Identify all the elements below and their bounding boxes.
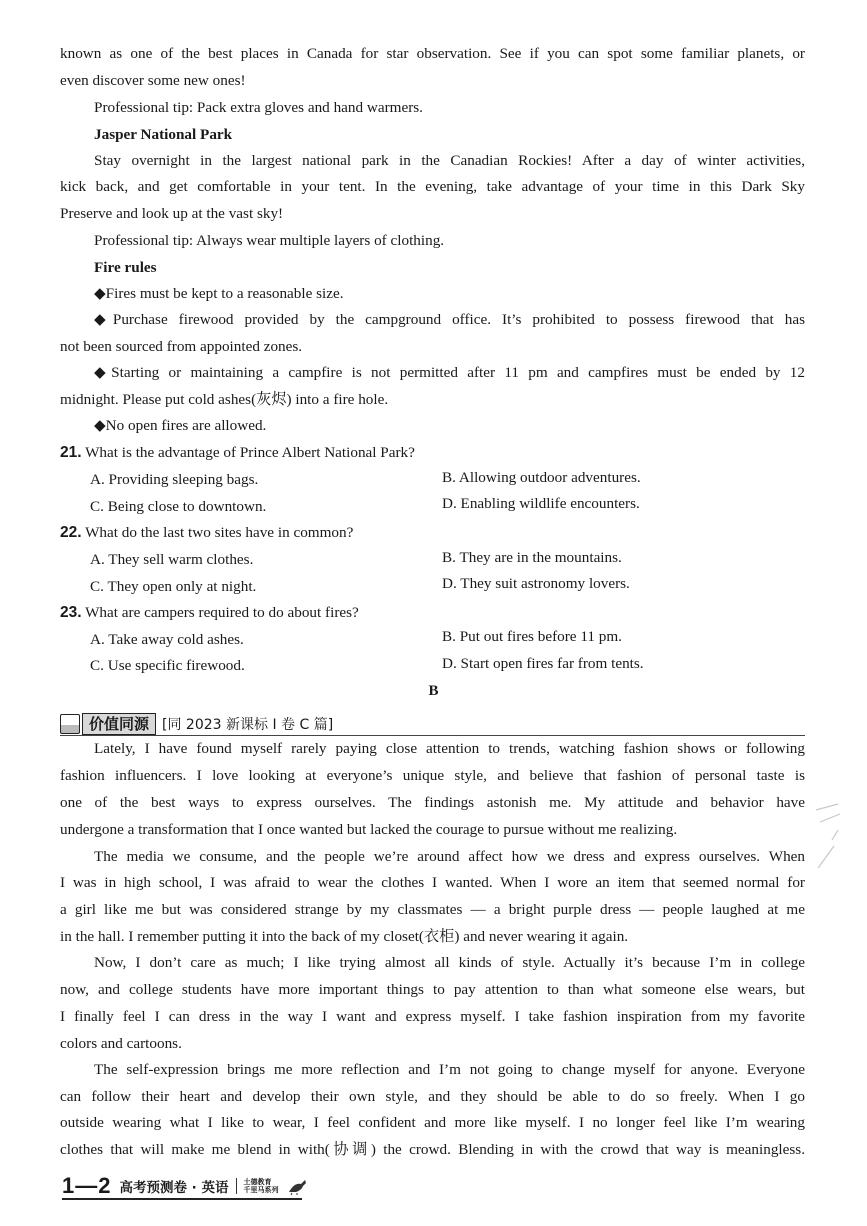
fire-rule-continued: midnight. Please put cold ashes(灰烬) into a fire hole.: [60, 391, 389, 408]
passage-b-line: colors and cartoons.: [60, 1035, 182, 1052]
answer-option[interactable]: B. Allowing outdoor adventures.: [442, 469, 641, 486]
footer-divider: [236, 1178, 237, 1194]
book-title: 高考预测卷 · 英语: [119, 1180, 229, 1196]
passage-a-line: even discover some new ones!: [60, 72, 246, 89]
answer-option[interactable]: A. They sell warm clothes.: [90, 551, 254, 568]
passage-b-line: in the hall. I remember putting it into the back of my closet(衣柜) and never wearing it again.: [60, 928, 629, 945]
publisher-logo: [244, 1178, 279, 1194]
professional-tip: Professional tip: Pack extra gloves and hand warmers.: [94, 99, 423, 116]
publisher-line: 千里马系列: [243, 1186, 279, 1194]
answer-option[interactable]: D. Start open fires far from tents.: [442, 655, 644, 672]
question-number: 23.: [60, 604, 82, 621]
answer-option[interactable]: A. Providing sleeping bags.: [90, 471, 259, 488]
passage-b-line: now, and college students have more important things to pay attention to than what someone else wears, but: [60, 981, 805, 998]
passage-a-line: known as one of the best places in Canada for star observation. See if you can spot some familiar planets, or: [60, 45, 805, 62]
passage-a-line: Stay overnight in the largest national park in the Canadian Rockies! After a day of winter activities,: [94, 152, 805, 169]
section-heading-fire-rules: Fire rules: [94, 259, 157, 276]
answer-option[interactable]: B. They are in the mountains.: [442, 549, 622, 566]
passage-b-line: I finally feel I can dress in the way I want and express myself. I take fashion inspiration from my favorite: [60, 1008, 805, 1025]
answer-option[interactable]: B. Put out fires before 11 pm.: [442, 628, 622, 645]
page-footer: [62, 1172, 309, 1200]
section-label-b: B: [428, 683, 439, 699]
publisher-line: 土德教育: [243, 1178, 272, 1186]
passage-b-line: outside wearing what I like to wear, I feel confident and more like myself. I no longer feel like I’m wearing: [60, 1114, 805, 1131]
question-number: 22.: [60, 524, 82, 541]
fire-rule: ◆No open fires are allowed.: [94, 417, 267, 434]
question-21: [60, 443, 805, 463]
value-source-banner: [60, 712, 333, 736]
passage-b-line: clothes that will make me blend in with(协调) the crowd. Blending in with the crowd that way is meaningless.: [60, 1141, 805, 1158]
fire-rule: ◆Fires must be kept to a reasonable size.: [94, 285, 344, 302]
fire-rule: ◆Purchase firewood provided by the campground office. It’s prohibited to possess firewood that has: [94, 311, 805, 328]
passage-b-line: one of the best ways to express ourselves. The findings astonish me. My attitude and behavior have: [60, 794, 805, 811]
passage-b-line: Lately, I have found myself rarely paying close attention to trends, watching fashion shows or following: [94, 740, 805, 757]
passage-b-line: I was in high school, I was afraid to wear the clothes I wanted. When I wore an item that seemed normal for: [60, 874, 805, 891]
professional-tip: Professional tip: Always wear multiple layers of clothing.: [94, 232, 445, 249]
passage-a-line: Preserve and look up at the vast sky!: [60, 205, 284, 222]
footer-underline: [62, 1198, 302, 1200]
question-stem: What is the advantage of Prince Albert National Park?: [85, 444, 415, 461]
section-heading-jasper: Jasper National Park: [94, 126, 233, 143]
passage-b-line: The media we consume, and the people we’re around affect how we dress and express ourselves. When: [94, 848, 805, 865]
scan-artifact-mark: [812, 800, 842, 870]
answer-option[interactable]: A. Take away cold ashes.: [90, 631, 244, 648]
answer-option[interactable]: C. Being close to downtown.: [90, 498, 267, 515]
passage-b-line: fashion influencers. I love looking at everyone’s unique style, and believe that fashion of personal taste is: [60, 767, 805, 784]
banner-underline: [60, 735, 805, 736]
passage-b-line: can follow their heart and develop their own style, and they should be able to do so freely. When I go: [60, 1088, 805, 1105]
passage-a-line: kick back, and get comfortable in your tent. In the evening, take advantage of your time in this Dark Sky: [60, 178, 805, 195]
answer-option[interactable]: D. Enabling wildlife encounters.: [442, 495, 640, 512]
banner-title: 价值同源: [82, 713, 156, 735]
question-stem: What are campers required to do about fires?: [85, 604, 359, 621]
question-23: [60, 603, 805, 623]
answer-option[interactable]: C. They open only at night.: [90, 578, 257, 595]
book-icon: [60, 714, 80, 734]
fire-rule: ◆Starting or maintaining a campfire is not permitted after 11 pm and campfires must be ended by 12: [94, 364, 805, 381]
question-22: [60, 523, 805, 543]
page-number: 1—2: [62, 1173, 112, 1198]
question-number: 21.: [60, 444, 82, 461]
passage-b-line: The self-expression brings me more reflection and I’m not going to change myself for anyone. Everyone: [94, 1061, 805, 1078]
banner-source: [同 2023 新课标 I 卷 C 篇]: [162, 717, 334, 733]
answer-option[interactable]: C. Use specific firewood.: [90, 657, 245, 674]
fire-rule-continued: not been sourced from appointed zones.: [60, 338, 303, 355]
horse-logo-icon: [287, 1177, 309, 1195]
passage-b-line: undergone a transformation that I once wanted but lacked the courage to pursue without me realizing.: [60, 821, 678, 838]
passage-b-line: Now, I don’t care as much; I like trying almost all kinds of style. Actually it’s because I’m in college: [94, 954, 805, 971]
answer-option[interactable]: D. They suit astronomy lovers.: [442, 575, 630, 592]
passage-b-line: a girl like me but was considered strange by my classmates — a bright purple dress — people laughed at me: [60, 901, 805, 918]
question-stem: What do the last two sites have in common?: [85, 524, 354, 541]
